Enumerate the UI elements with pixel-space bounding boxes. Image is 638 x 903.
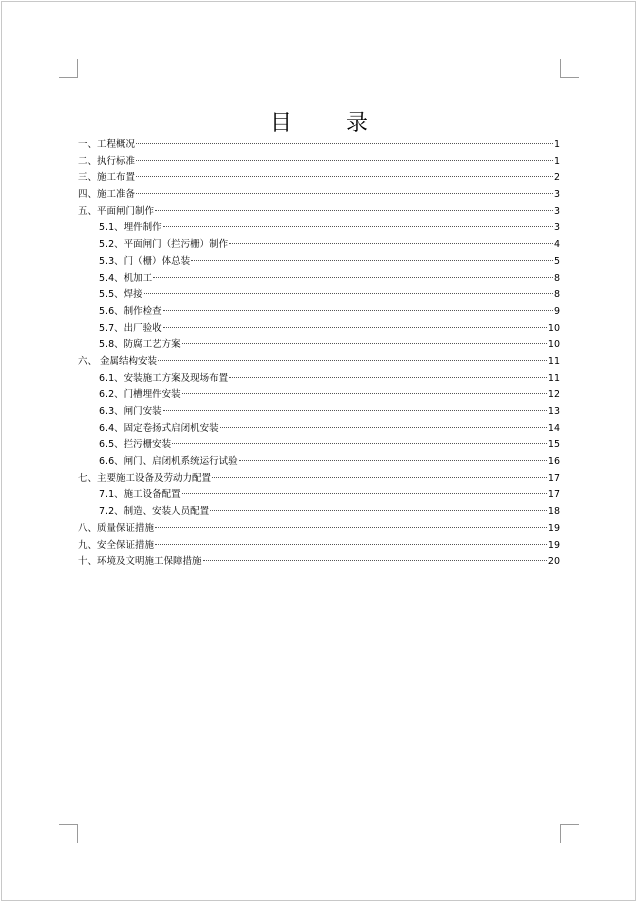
toc-entry-page: 14 bbox=[547, 422, 560, 434]
toc-entry[interactable] bbox=[78, 187, 560, 204]
toc-dot-leader bbox=[163, 310, 553, 311]
toc-entry-page: 1 bbox=[553, 139, 560, 150]
toc-dot-leader bbox=[163, 410, 547, 411]
toc-entry-label: 6.6、闸门、启闭机系统运行试验 bbox=[99, 456, 238, 468]
toc-entry-label: 五、平面闸门制作 bbox=[78, 205, 155, 217]
toc-entry-label: 6.3、闸门安装 bbox=[99, 406, 162, 417]
crop-mark-top-right bbox=[560, 59, 579, 78]
toc-entry[interactable] bbox=[78, 404, 560, 421]
crop-mark-top-left bbox=[59, 59, 78, 78]
toc-dot-leader bbox=[191, 260, 553, 261]
toc-entry-page: 8 bbox=[553, 272, 560, 284]
toc-entry[interactable] bbox=[78, 220, 560, 237]
toc-dot-leader bbox=[155, 544, 547, 545]
toc-entry-label: 七、主要施工设备及劳动力配置 bbox=[78, 472, 212, 484]
toc-entry-label: 5.4、机加工 bbox=[99, 272, 153, 284]
toc-entry[interactable] bbox=[78, 170, 560, 187]
toc-entry-label: 5.2、平面闸门（拦污栅）制作 bbox=[99, 239, 229, 251]
toc-entry-label: 7.2、制造、安装人员配置 bbox=[99, 506, 210, 518]
toc-entry-label: 六、 金属结构安装 bbox=[78, 355, 158, 367]
toc-entry[interactable] bbox=[78, 554, 560, 571]
toc-entry-page: 17 bbox=[547, 472, 560, 484]
toc-entry[interactable] bbox=[78, 337, 560, 354]
toc-entry-page: 1 bbox=[553, 155, 560, 167]
toc-dot-leader bbox=[239, 460, 547, 461]
toc-entry[interactable] bbox=[78, 454, 560, 471]
toc-entry-label: 一、工程概况 bbox=[78, 139, 136, 150]
toc-dot-leader bbox=[155, 527, 547, 528]
toc-entry[interactable] bbox=[78, 137, 560, 154]
toc-dot-leader bbox=[163, 226, 553, 227]
toc-entry-label: 八、质量保证措施 bbox=[78, 522, 155, 534]
toc-entry[interactable] bbox=[78, 371, 560, 388]
toc-dot-leader bbox=[210, 510, 547, 511]
toc-entry-label: 6.4、固定卷扬式启闭机安装 bbox=[99, 422, 219, 434]
toc-dot-leader bbox=[136, 160, 553, 161]
toc-entry-label: 九、安全保证措施 bbox=[78, 539, 155, 551]
toc-entry-label: 5.6、制作检查 bbox=[99, 305, 162, 317]
toc-dot-leader bbox=[172, 443, 547, 444]
toc-entry[interactable] bbox=[78, 254, 560, 271]
toc-entry-label: 6.5、拦污栅安装 bbox=[99, 439, 172, 451]
toc-entry[interactable] bbox=[78, 237, 560, 254]
toc-entry-page: 13 bbox=[547, 406, 560, 417]
toc-entry-page: 3 bbox=[553, 222, 560, 234]
toc-entry-page: 8 bbox=[553, 289, 560, 301]
toc-dot-leader bbox=[182, 343, 547, 344]
toc-entry-page: 10 bbox=[547, 322, 560, 334]
toc-dot-leader bbox=[163, 327, 547, 328]
toc-entry[interactable] bbox=[78, 471, 560, 488]
toc-entry-page: 16 bbox=[547, 456, 560, 468]
toc-entry[interactable] bbox=[78, 521, 560, 538]
toc-entry-page: 18 bbox=[547, 506, 560, 518]
toc-dot-leader bbox=[158, 360, 547, 361]
toc-entry[interactable] bbox=[78, 321, 560, 338]
toc-entry-label: 5.3、门（栅）体总装 bbox=[99, 255, 191, 267]
toc-entry[interactable] bbox=[78, 204, 560, 221]
toc-dot-leader bbox=[144, 293, 553, 294]
toc-entry[interactable] bbox=[78, 154, 560, 171]
toc-entry-label: 5.7、出厂验收 bbox=[99, 322, 162, 334]
toc-entry-page: 19 bbox=[547, 539, 560, 551]
toc-entry-page: 12 bbox=[547, 389, 560, 401]
toc-entry-label: 十、环境及文明施工保障措施 bbox=[78, 556, 202, 568]
toc-entry-page: 2 bbox=[553, 172, 560, 184]
toc-entry-label: 三、施工布置 bbox=[78, 172, 136, 184]
toc-entry[interactable] bbox=[78, 437, 560, 454]
toc-dot-leader bbox=[136, 176, 553, 177]
toc-entry-label: 6.1、安装施工方案及现场布置 bbox=[99, 372, 229, 384]
toc-entry-label: 7.1、施工设备配置 bbox=[99, 489, 181, 501]
table-of-contents bbox=[78, 137, 560, 571]
toc-dot-leader bbox=[155, 210, 553, 211]
toc-dot-leader bbox=[136, 143, 553, 144]
toc-entry-page: 9 bbox=[553, 305, 560, 317]
toc-dot-leader bbox=[153, 277, 553, 278]
toc-entry-page: 20 bbox=[547, 556, 560, 568]
toc-entry[interactable] bbox=[78, 387, 560, 404]
toc-entry[interactable] bbox=[78, 304, 560, 321]
toc-dot-leader bbox=[136, 193, 553, 194]
toc-entry-page: 15 bbox=[547, 439, 560, 451]
toc-entry-label: 二、执行标准 bbox=[78, 155, 136, 167]
crop-mark-bottom-right bbox=[560, 824, 579, 843]
toc-title: 目 录 bbox=[269, 111, 384, 136]
toc-entry-label: 四、施工准备 bbox=[78, 189, 136, 201]
toc-entry-page: 11 bbox=[547, 372, 560, 384]
toc-entry-label: 5.8、防腐工艺方案 bbox=[99, 339, 181, 351]
toc-dot-leader bbox=[229, 377, 547, 378]
toc-dot-leader bbox=[229, 243, 553, 244]
toc-entry-label: 6.2、门槽埋件安装 bbox=[99, 389, 181, 401]
toc-entry-page: 19 bbox=[547, 522, 560, 534]
toc-dot-leader bbox=[182, 393, 547, 394]
toc-entry-label: 5.5、焊接 bbox=[99, 289, 143, 301]
toc-dot-leader bbox=[203, 560, 547, 561]
toc-dot-leader bbox=[212, 477, 547, 478]
toc-entry[interactable] bbox=[78, 487, 560, 504]
toc-entry[interactable] bbox=[78, 271, 560, 288]
toc-entry-page: 3 bbox=[553, 189, 560, 201]
toc-entry[interactable] bbox=[78, 421, 560, 438]
toc-entry[interactable] bbox=[78, 354, 560, 371]
toc-entry[interactable] bbox=[78, 504, 560, 521]
toc-entry-page: 5 bbox=[553, 255, 560, 267]
toc-entry-page: 10 bbox=[547, 339, 560, 351]
toc-entry-page: 17 bbox=[547, 489, 560, 501]
toc-dot-leader bbox=[220, 427, 547, 428]
toc-entry-label: 5.1、埋件制作 bbox=[99, 222, 162, 234]
toc-entry-page: 3 bbox=[553, 205, 560, 217]
toc-entry[interactable] bbox=[78, 538, 560, 555]
toc-entry-page: 11 bbox=[547, 355, 560, 367]
toc-dot-leader bbox=[182, 493, 547, 494]
crop-mark-bottom-left bbox=[59, 824, 78, 843]
toc-entry-page: 4 bbox=[553, 239, 560, 251]
toc-entry[interactable] bbox=[78, 287, 560, 304]
